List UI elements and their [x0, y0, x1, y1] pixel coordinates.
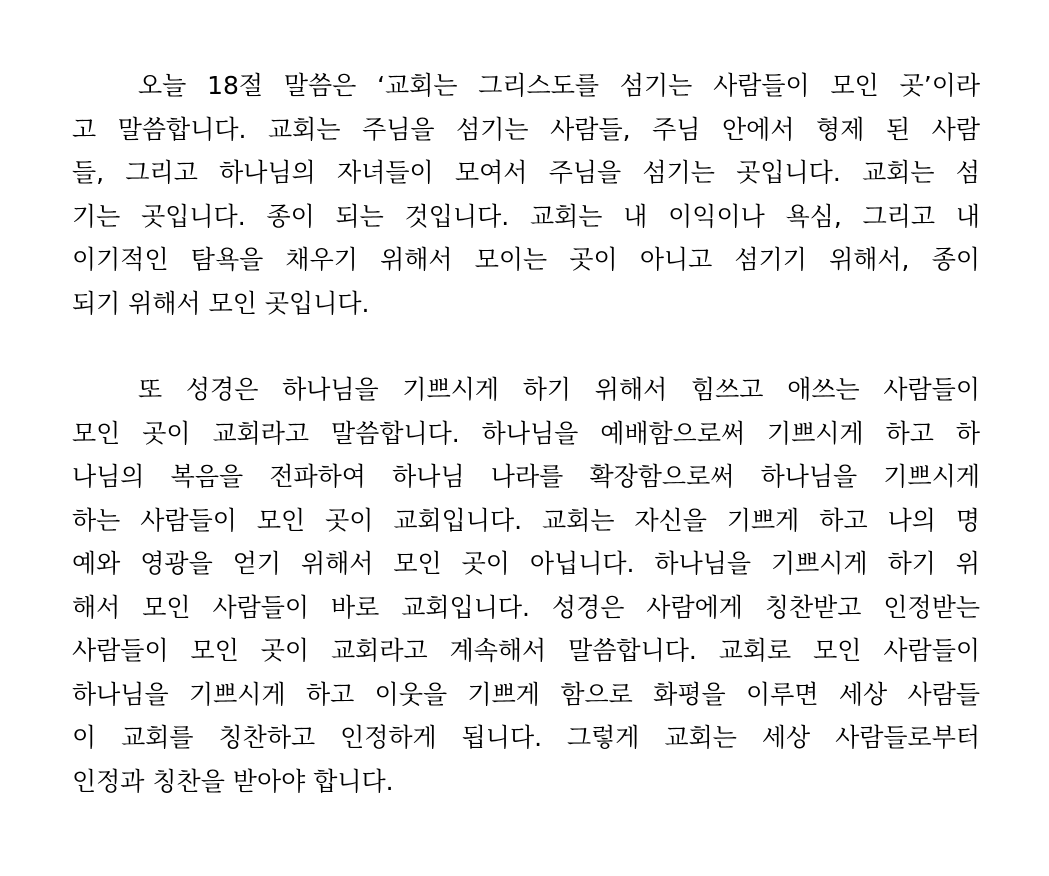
text-line: 오늘 18절 말씀은 ‘교회는 그리스도를 섬기는 사람들이 모인 곳’이라 [138, 71, 980, 100]
text-line: 해서 모인 사람들이 바로 교회입니다. 성경은 사람에게 칭찬받고 인정받는 [72, 592, 980, 622]
text-line: 하는 사람들이 모인 곳이 교회입니다. 교회는 자신을 기쁘게 하고 나의 명 [72, 505, 980, 535]
text-line: 또 성경은 하나님을 기쁘시게 하기 위해서 힘쓰고 애쓰는 사람들이 [138, 375, 980, 404]
text-line: 인정과 칭찬을 받아야 합니다. [72, 766, 394, 796]
paragraph-1 [72, 64, 980, 325]
text-line: 기는 곳입니다. 종이 되는 것입니다. 교회는 내 이익이나 욕심, 그리고 내 [72, 201, 980, 231]
text-line: 하나님을 기쁘시게 하고 이웃을 기쁘게 함으로 화평을 이루면 세상 사람들 [72, 679, 980, 709]
text-line: 고 말씀합니다. 교회는 주님을 섬기는 사람들, 주님 안에서 형제 된 사람 [72, 114, 980, 144]
paragraph-2 [72, 368, 980, 803]
text-line: 예와 영광을 얻기 위해서 모인 곳이 아닙니다. 하나님을 기쁘시게 하기 위 [72, 549, 980, 578]
text-line: 이 교회를 칭찬하고 인정하게 됩니다. 그렇게 교회는 세상 사람들로부터 [72, 723, 980, 752]
text-line: 이기적인 탐욕을 채우기 위해서 모이는 곳이 아니고 섬기기 위해서, 종이 [72, 245, 980, 274]
text-line: 들, 그리고 하나님의 자녀들이 모여서 주님을 섬기는 곳입니다. 교회는 섬 [72, 158, 980, 187]
text-line: 모인 곳이 교회라고 말씀합니다. 하나님을 예배함으로써 기쁘시게 하고 하 [72, 418, 980, 448]
text-line: 사람들이 모인 곳이 교회라고 계속해서 말씀합니다. 교회로 모인 사람들이 [72, 636, 980, 665]
text-line: 나님의 복음을 전파하여 하나님 나라를 확장함으로써 하나님을 기쁘시게 [72, 462, 980, 491]
text-line: 되기 위해서 모인 곳입니다. [72, 288, 370, 318]
document-page [72, 64, 980, 803]
